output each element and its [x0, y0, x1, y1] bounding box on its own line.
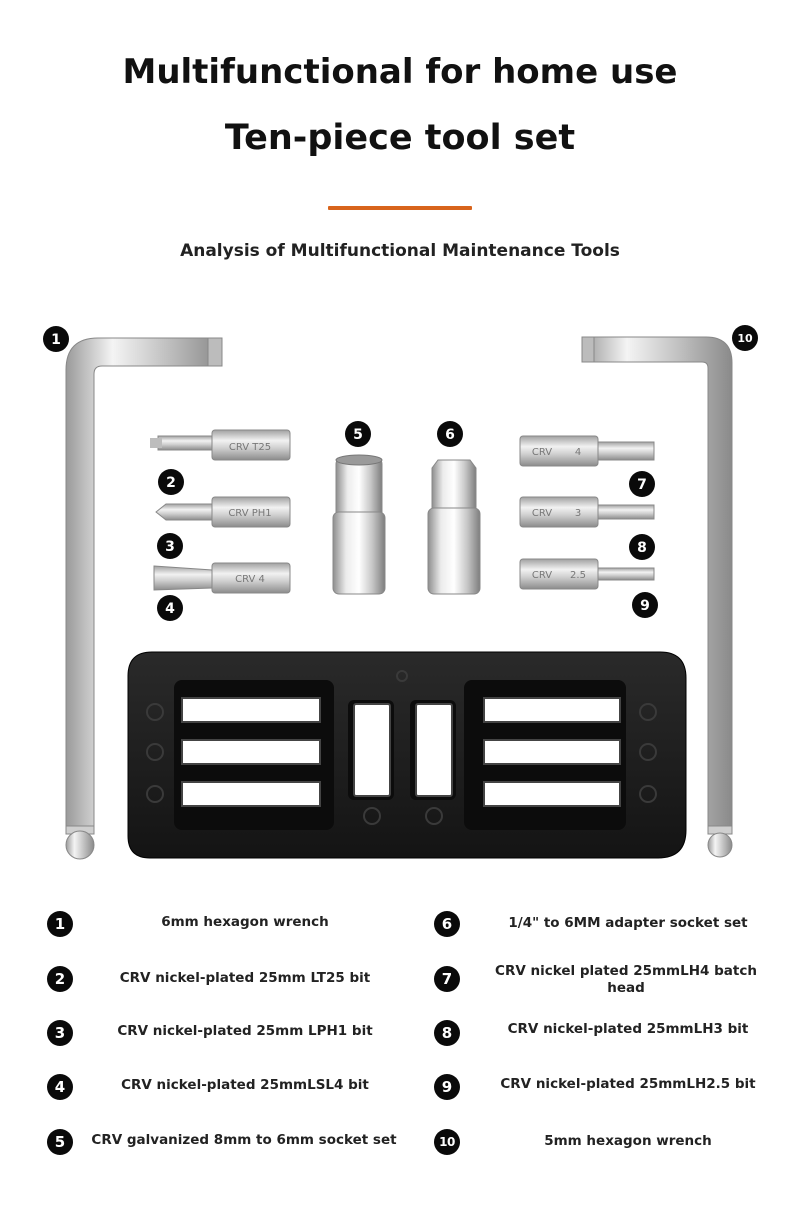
bit-sl4 [154, 563, 290, 593]
svg-text:5: 5 [353, 427, 363, 443]
legend-text-3: CRV nickel-plated 25mm LPH1 bit [117, 1023, 373, 1039]
legend-text-7: CRV nickel plated 25mmLH4 batch head [495, 963, 757, 996]
legend-num-9: 9 [434, 1074, 460, 1100]
title-line-1: Multifunctional for home use [122, 52, 678, 92]
bit-label-t25: CRV T25 [228, 442, 272, 453]
bit-label-h2-5-brand: CRV [531, 570, 553, 581]
badge-8 [629, 534, 655, 560]
subtitle: Analysis of Multifunctional Maintenance Tools [180, 241, 620, 261]
bit-label-h3-brand: CRV [531, 508, 553, 519]
svg-text:3: 3 [165, 539, 175, 555]
accent-divider [328, 206, 472, 210]
badge-6 [437, 421, 463, 447]
badge-7 [629, 471, 655, 497]
bit-label-h4-brand: CRV [531, 447, 553, 458]
storage-tray [128, 652, 686, 858]
badge-4 [157, 595, 183, 621]
svg-text:9: 9 [640, 598, 650, 614]
svg-text:8: 8 [637, 540, 647, 556]
bit-label-h2-5-size: 2.5 [570, 570, 586, 581]
badge-9 [632, 592, 658, 618]
bit-label-h3-size: 3 [574, 508, 582, 519]
legend-text-8: CRV nickel-plated 25mmLH3 bit [507, 1021, 749, 1037]
legend-text-5: CRV galvanized 8mm to 6mm socket set [91, 1132, 397, 1148]
legend-num-1: 1 [47, 911, 73, 937]
legend-num-10: 10 [434, 1129, 460, 1155]
legend-text-4: CRV nickel-plated 25mmLSL4 bit [121, 1077, 369, 1093]
bit-label-sl4: CRV 4 [235, 574, 265, 585]
badge-5 [345, 421, 371, 447]
legend-text-9: CRV nickel-plated 25mmLH2.5 bit [500, 1076, 756, 1092]
legend-text-1: 6mm hexagon wrench [161, 914, 329, 930]
bit-label-h4-size: 4 [574, 447, 582, 458]
title-line-2: Ten-piece tool set [224, 118, 576, 158]
svg-text:2: 2 [166, 475, 176, 491]
badge-10 [732, 325, 758, 351]
legend-num-6: 6 [434, 911, 460, 937]
legend-num-8: 8 [434, 1020, 460, 1046]
badge-1 [43, 326, 69, 352]
badge-2 [158, 469, 184, 495]
socket-8-to-6mm [333, 455, 385, 594]
legend-text-2: CRV nickel-plated 25mm LT25 bit [119, 970, 371, 986]
tool-set-illustration [0, 300, 800, 880]
bit-h3 [520, 497, 654, 527]
legend-num-3: 3 [47, 1020, 73, 1046]
svg-text:10: 10 [737, 332, 753, 345]
bit-ph1 [156, 497, 290, 527]
legend-num-7: 7 [434, 966, 460, 992]
svg-text:1: 1 [51, 332, 61, 348]
legend-text-10: 5mm hexagon wrench [544, 1133, 712, 1149]
bit-label-ph1: CRV PH1 [228, 508, 272, 519]
adapter-socket-1-4-to-6mm [428, 460, 480, 594]
bit-h2-5 [520, 559, 654, 589]
legend-num-2: 2 [47, 966, 73, 992]
bit-h4 [520, 436, 654, 466]
legend-num-4: 4 [47, 1074, 73, 1100]
svg-text:7: 7 [637, 477, 647, 493]
legend-num-5: 5 [47, 1129, 73, 1155]
svg-text:4: 4 [165, 601, 175, 617]
legend-text-6: 1/4" to 6MM adapter socket set [508, 915, 748, 931]
svg-text:6: 6 [445, 427, 455, 443]
badge-3 [157, 533, 183, 559]
bit-t25 [150, 430, 290, 460]
